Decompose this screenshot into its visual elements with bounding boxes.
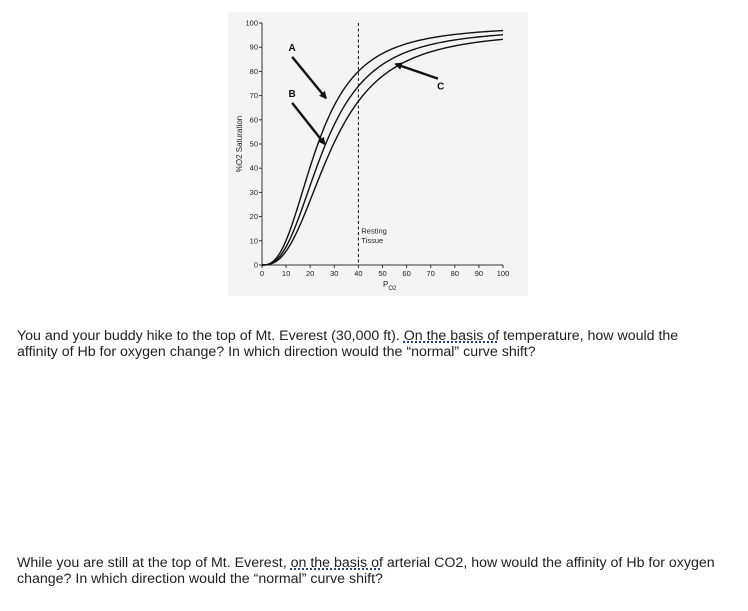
oxygen-dissociation-chart xyxy=(228,12,528,296)
x-tick-label: 60 xyxy=(402,269,411,278)
resting-tissue-label: Resting xyxy=(361,226,387,236)
y-tick-label: 20 xyxy=(249,212,258,222)
y-tick-label: 90 xyxy=(249,42,258,52)
x-tick-label: 40 xyxy=(354,269,363,278)
y-tick-label: 100 xyxy=(245,18,258,28)
question-2-text-end: arterial CO2, how would the affinity of Hb for oxygen change? In which direction would the “normal” curve shift? xyxy=(17,555,715,588)
curve-label-b: B xyxy=(288,88,296,100)
x-axis-label: $P_{O2}$ xyxy=(383,280,397,292)
y-tick-label: 40 xyxy=(249,163,258,173)
annotation-arrow-b xyxy=(292,103,325,144)
x-tick-label: 70 xyxy=(426,269,435,278)
question-temperature xyxy=(17,328,717,360)
annotation-arrow-a xyxy=(292,57,326,98)
curve-label-c: C xyxy=(437,81,445,93)
x-tick-label: 20 xyxy=(306,269,315,278)
x-tick-label: 100 xyxy=(496,269,510,278)
x-tick-label: 30 xyxy=(330,269,339,278)
question-1-text-start: You and your buddy hike to the top of Mt. Everest (30,000 ft). xyxy=(17,328,404,345)
x-tick-label: 10 xyxy=(281,269,291,278)
y-tick-label: 60 xyxy=(249,115,258,125)
question-1-emphasis: On the basis of xyxy=(403,328,500,345)
x-tick-label: 50 xyxy=(378,269,387,278)
question-2-emphasis: on the basis of xyxy=(290,555,383,572)
x-tick-label: 80 xyxy=(450,269,459,278)
y-tick-label: 10 xyxy=(249,236,258,246)
question-2-text-start: While you are still at the top of Mt. Everest, xyxy=(17,555,291,572)
question-co2 xyxy=(17,555,717,587)
x-tick-label: 90 xyxy=(474,269,484,278)
question-1-text-end: temperature, how would the affinity of Hb for oxygen change? In which direction would the “normal” curve shift? xyxy=(17,328,679,361)
y-tick-label: 50 xyxy=(249,139,258,149)
y-tick-label: 70 xyxy=(249,91,258,101)
oxygen-dissociation-figure xyxy=(228,12,528,296)
y-tick-label: 0 xyxy=(253,260,258,270)
y-tick-label: 30 xyxy=(249,187,258,197)
annotation-arrow-c xyxy=(396,64,438,79)
curve-label-a: A xyxy=(288,42,296,54)
x-tick-label: 0 xyxy=(259,269,265,278)
y-axis-label: %O2 Saturation xyxy=(235,115,244,173)
y-tick-label: 80 xyxy=(249,66,258,76)
x-axis-label-subscript: O2 xyxy=(388,286,397,292)
resting-tissue-label: Tissue xyxy=(361,236,384,246)
